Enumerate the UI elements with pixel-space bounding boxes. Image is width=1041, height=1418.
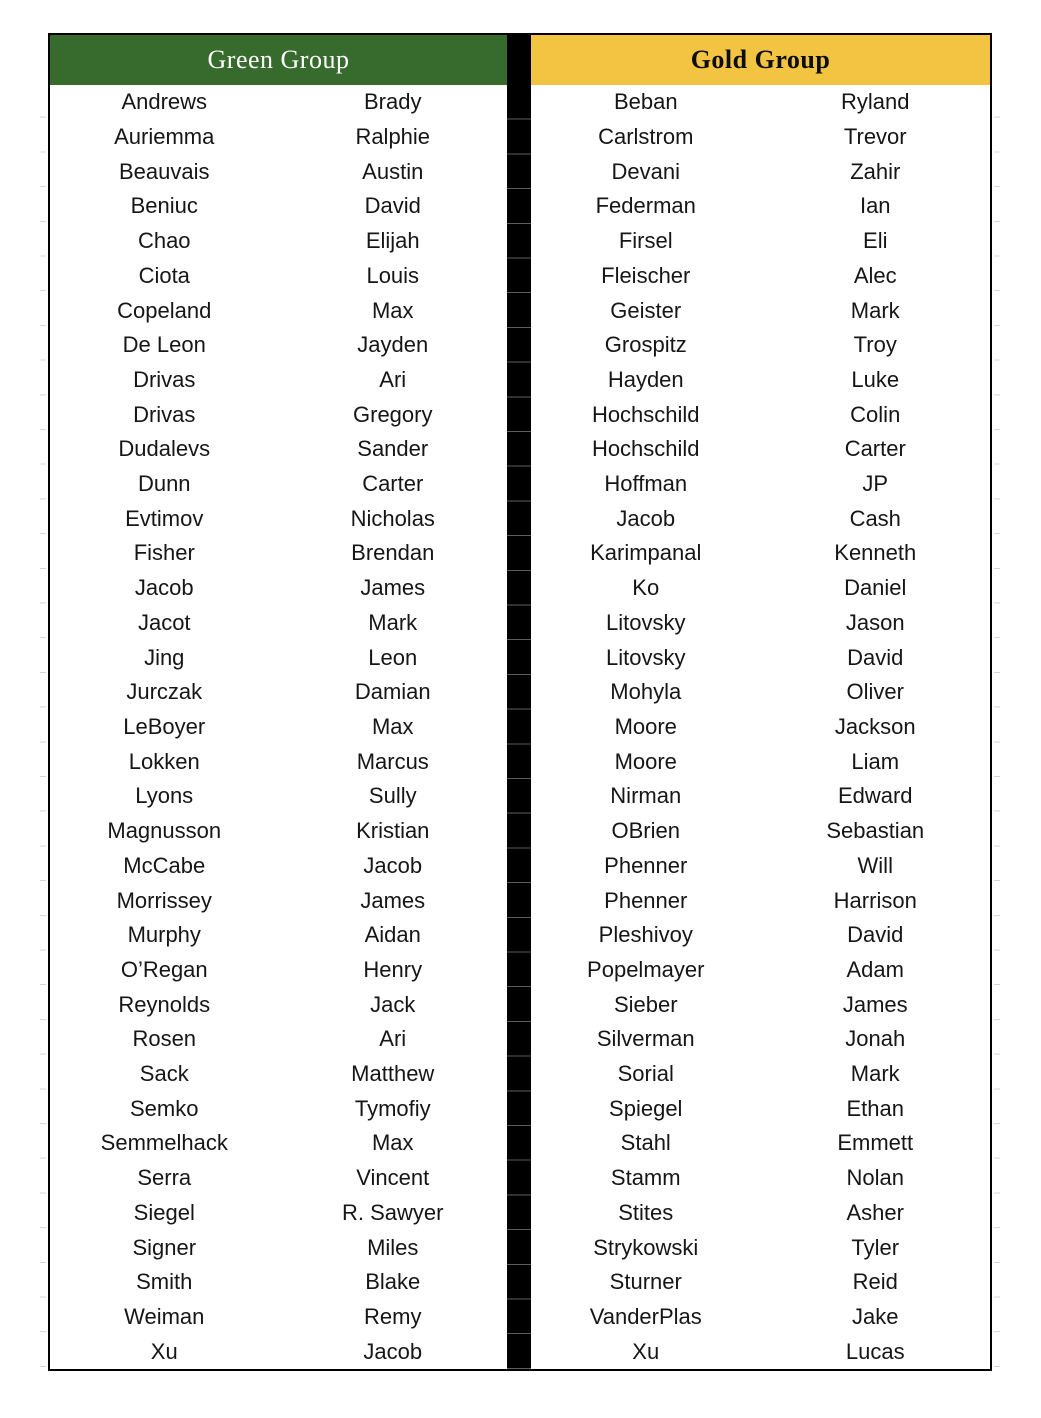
last-name-cell: Jacob xyxy=(134,575,194,601)
table-row xyxy=(50,814,507,849)
last-name-cell: Morrissey xyxy=(116,887,212,913)
last-name-cell: Fisher xyxy=(133,540,195,566)
table-row xyxy=(531,432,990,467)
table-row xyxy=(531,501,990,536)
table-row xyxy=(50,675,507,710)
last-name-cell: Hoffman xyxy=(604,471,688,497)
last-name-cell: Chao xyxy=(137,228,191,254)
table-row xyxy=(531,1057,990,1092)
last-name-cell: Dunn xyxy=(137,471,191,497)
last-name-cell: Jurczak xyxy=(126,679,203,705)
table-row xyxy=(50,1091,507,1126)
table-row xyxy=(531,1091,990,1126)
table-row xyxy=(50,432,507,467)
last-name-cell: Grospitz xyxy=(604,332,687,358)
first-name-cell: Daniel xyxy=(844,575,907,601)
last-name-cell: Xu xyxy=(632,1338,660,1364)
first-name-cell: Jacob xyxy=(363,1338,423,1364)
table-row xyxy=(531,883,990,918)
last-name-cell: Stites xyxy=(618,1199,674,1225)
first-name-cell: Austin xyxy=(362,158,424,184)
table-row xyxy=(50,224,507,259)
first-name-cell: Brady xyxy=(364,89,422,115)
last-name-cell: LeBoyer xyxy=(123,714,206,739)
last-name-cell: Dudalevs xyxy=(118,436,211,462)
first-name-cell: Carter xyxy=(362,471,424,497)
group-divider xyxy=(507,35,531,1369)
first-name-cell: Nicholas xyxy=(350,505,435,531)
first-name-cell: Jonah xyxy=(845,1026,906,1052)
first-name-cell: James xyxy=(842,991,908,1017)
table-row xyxy=(531,259,990,294)
table-row xyxy=(50,640,507,675)
table-row xyxy=(50,1126,507,1161)
last-name-cell: Andrews xyxy=(121,89,208,115)
table-row xyxy=(50,1057,507,1092)
first-name-cell: Emmett xyxy=(837,1130,914,1156)
first-name-cell: Sander xyxy=(357,436,429,462)
last-name-cell: Popelmayer xyxy=(587,956,705,982)
table-row xyxy=(50,744,507,779)
last-name-cell: Geister xyxy=(610,297,682,323)
first-name-cell: Ethan xyxy=(846,1095,904,1121)
first-name-cell: Sebastian xyxy=(826,818,925,844)
first-name-cell: Will xyxy=(857,852,893,878)
table-row xyxy=(50,710,507,745)
table-row xyxy=(531,467,990,502)
gold-group-panel xyxy=(531,35,990,1369)
last-name-cell: VanderPlas xyxy=(589,1303,702,1329)
first-name-cell: Tymofiy xyxy=(354,1095,431,1121)
first-name-cell: Gregory xyxy=(353,401,433,427)
first-name-cell: JP xyxy=(862,471,889,497)
table-row xyxy=(531,120,990,155)
last-name-cell: Hochschild xyxy=(591,436,700,462)
last-name-cell: O’Regan xyxy=(120,956,208,982)
table-row xyxy=(50,467,507,502)
table-row xyxy=(531,779,990,814)
table-row xyxy=(50,259,507,294)
table-row xyxy=(531,85,990,120)
first-name-cell: Ari xyxy=(379,366,407,392)
first-name-cell: Elijah xyxy=(365,228,420,254)
first-name-cell: Mark xyxy=(368,609,418,635)
last-name-cell: Nirman xyxy=(610,783,682,809)
table-row xyxy=(50,883,507,918)
table-row xyxy=(50,779,507,814)
table-row xyxy=(531,328,990,363)
last-name-cell: Beniuc xyxy=(130,193,198,219)
last-name-cell: Jing xyxy=(144,644,185,670)
last-name-cell: Siegel xyxy=(133,1199,195,1225)
last-name-cell: OBrien xyxy=(611,818,680,844)
first-name-cell: Lucas xyxy=(845,1338,905,1364)
table-row xyxy=(50,953,507,988)
last-name-cell: Litovsky xyxy=(606,644,686,670)
first-name-cell: Jason xyxy=(845,609,905,635)
table-row xyxy=(531,1126,990,1161)
table-row xyxy=(531,1196,990,1231)
last-name-cell: Lyons xyxy=(135,783,194,809)
last-name-cell: Pleshivoy xyxy=(598,922,693,948)
green-group-member-list xyxy=(50,85,507,1369)
green-group-panel xyxy=(50,35,507,1369)
table-row xyxy=(531,987,990,1022)
first-name-cell: Reid xyxy=(852,1269,898,1295)
last-name-cell: Silverman xyxy=(596,1026,695,1052)
last-name-cell: Semmelhack xyxy=(100,1130,228,1156)
roster-table xyxy=(48,33,992,1371)
table-row xyxy=(50,85,507,120)
table-row xyxy=(531,1300,990,1335)
table-row xyxy=(50,987,507,1022)
last-name-cell: Smith xyxy=(136,1269,193,1295)
first-name-cell: David xyxy=(847,922,904,948)
table-row xyxy=(531,154,990,189)
last-name-cell: Jacob xyxy=(616,505,676,531)
last-name-cell: Semko xyxy=(130,1095,199,1121)
table-row xyxy=(531,293,990,328)
last-name-cell: Strykowski xyxy=(593,1234,699,1260)
first-name-cell: Harrison xyxy=(833,887,917,913)
table-row xyxy=(50,536,507,571)
first-name-cell: Jack xyxy=(370,991,416,1017)
first-name-cell: Zahir xyxy=(850,158,901,184)
first-name-cell: Tyler xyxy=(851,1234,900,1260)
first-name-cell: Remy xyxy=(364,1303,422,1329)
table-row xyxy=(50,328,507,363)
last-name-cell: Sorial xyxy=(617,1061,674,1087)
first-name-cell: Henry xyxy=(363,956,423,982)
last-name-cell: Litovsky xyxy=(606,609,686,635)
table-row xyxy=(531,571,990,606)
table-row xyxy=(50,1334,507,1369)
gold-group-member-list xyxy=(531,85,990,1369)
last-name-cell: McCabe xyxy=(123,852,206,878)
last-name-cell: Sack xyxy=(139,1061,189,1087)
table-row xyxy=(50,1265,507,1300)
table-row xyxy=(531,918,990,953)
last-name-cell: Spiegel xyxy=(609,1095,683,1121)
gold-group-header: Gold Group xyxy=(531,35,990,85)
table-row xyxy=(50,501,507,536)
table-row xyxy=(531,536,990,571)
last-name-cell: Auriemma xyxy=(114,124,215,150)
table-row xyxy=(50,571,507,606)
table-row xyxy=(50,1300,507,1335)
table-row xyxy=(50,1022,507,1057)
last-name-cell: Carlstrom xyxy=(598,124,694,150)
last-name-cell: Stahl xyxy=(620,1130,671,1156)
first-name-cell: Brendan xyxy=(351,540,435,566)
table-row xyxy=(50,1230,507,1265)
first-name-cell: Aidan xyxy=(364,922,421,948)
last-name-cell: Drivas xyxy=(133,401,196,427)
last-name-cell: Lokken xyxy=(128,748,200,774)
last-name-cell: Moore xyxy=(614,714,677,739)
first-name-cell: Jacob xyxy=(363,852,423,878)
first-name-cell: Carter xyxy=(844,436,906,462)
last-name-cell: Jacot xyxy=(137,609,191,635)
first-name-cell: Luke xyxy=(851,366,900,392)
first-name-cell: Marcus xyxy=(356,748,429,774)
table-row xyxy=(531,397,990,432)
first-name-cell: Jackson xyxy=(834,714,916,739)
first-name-cell: Asher xyxy=(846,1199,904,1225)
last-name-cell: Federman xyxy=(595,193,696,219)
last-name-cell: Mohyla xyxy=(610,679,682,705)
last-name-cell: De Leon xyxy=(122,332,206,358)
first-name-cell: Max xyxy=(371,1130,414,1156)
first-name-cell: Max xyxy=(371,297,414,323)
first-name-cell: Blake xyxy=(365,1269,421,1295)
first-name-cell: Mark xyxy=(850,1061,900,1087)
table-row xyxy=(50,848,507,883)
first-name-cell: Jake xyxy=(852,1303,899,1329)
last-name-cell: Moore xyxy=(614,748,677,774)
table-row xyxy=(531,675,990,710)
first-name-cell: Jayden xyxy=(357,332,429,358)
table-row xyxy=(531,1022,990,1057)
last-name-cell: Beauvais xyxy=(118,158,210,184)
last-name-cell: Magnusson xyxy=(107,818,222,844)
first-name-cell: Alec xyxy=(853,262,897,288)
first-name-cell: David xyxy=(847,644,904,670)
last-name-cell: Ko xyxy=(632,575,660,601)
last-name-cell: Evtimov xyxy=(125,505,204,531)
last-name-cell: Rosen xyxy=(132,1026,197,1052)
last-name-cell: Sturner xyxy=(609,1269,682,1295)
first-name-cell: Matthew xyxy=(351,1061,435,1087)
table-row xyxy=(531,189,990,224)
first-name-cell: Edward xyxy=(837,783,913,809)
table-row xyxy=(50,363,507,398)
first-name-cell: Louis xyxy=(366,262,420,288)
first-name-cell: Ralphie xyxy=(355,124,431,150)
table-row xyxy=(50,1161,507,1196)
first-name-cell: Ryland xyxy=(841,89,910,115)
gridline-ticks-right xyxy=(994,83,1000,1367)
last-name-cell: Phenner xyxy=(604,852,688,878)
table-row xyxy=(50,918,507,953)
last-name-cell: Weiman xyxy=(124,1303,205,1329)
table-row xyxy=(50,1196,507,1231)
table-row xyxy=(50,189,507,224)
first-name-cell: Ari xyxy=(379,1026,407,1052)
last-name-cell: Ciota xyxy=(138,262,190,288)
last-name-cell: Signer xyxy=(132,1234,197,1260)
table-row xyxy=(531,848,990,883)
last-name-cell: Devani xyxy=(611,158,680,184)
last-name-cell: Serra xyxy=(137,1165,192,1191)
first-name-cell: Trevor xyxy=(843,124,907,150)
table-row xyxy=(531,1334,990,1369)
table-row xyxy=(531,1265,990,1300)
last-name-cell: Drivas xyxy=(133,366,196,392)
first-name-cell: Kenneth xyxy=(834,540,917,566)
table-row xyxy=(50,120,507,155)
table-row xyxy=(531,710,990,745)
table-row xyxy=(531,640,990,675)
table-row xyxy=(531,363,990,398)
first-name-cell: Max xyxy=(371,714,414,739)
last-name-cell: Sieber xyxy=(613,991,678,1017)
table-row xyxy=(50,397,507,432)
first-name-cell: Miles xyxy=(367,1234,419,1260)
last-name-cell: Hayden xyxy=(607,366,684,392)
last-name-cell: Firsel xyxy=(618,228,673,254)
first-name-cell: James xyxy=(360,887,426,913)
first-name-cell: Vincent xyxy=(356,1165,430,1191)
last-name-cell: Phenner xyxy=(604,887,688,913)
first-name-cell: Adam xyxy=(846,956,904,982)
first-name-cell: Nolan xyxy=(846,1165,904,1191)
table-row xyxy=(531,224,990,259)
first-name-cell: Troy xyxy=(853,332,897,358)
last-name-cell: Reynolds xyxy=(118,991,211,1017)
first-name-cell: Eli xyxy=(863,228,888,254)
first-name-cell: Liam xyxy=(851,748,900,774)
table-row xyxy=(531,1161,990,1196)
first-name-cell: David xyxy=(364,193,421,219)
table-row xyxy=(531,744,990,779)
last-name-cell: Murphy xyxy=(127,922,201,948)
green-group-header: Green Group xyxy=(50,35,507,85)
last-name-cell: Copeland xyxy=(117,297,212,323)
first-name-cell: James xyxy=(360,575,426,601)
last-name-cell: Karimpanal xyxy=(590,540,702,566)
first-name-cell: R. Sawyer xyxy=(342,1199,444,1225)
table-row xyxy=(531,953,990,988)
last-name-cell: Hochschild xyxy=(591,401,700,427)
first-name-cell: Oliver xyxy=(846,679,904,705)
table-row xyxy=(531,814,990,849)
table-row xyxy=(50,154,507,189)
last-name-cell: Xu xyxy=(150,1338,178,1364)
last-name-cell: Stamm xyxy=(610,1165,681,1191)
first-name-cell: Mark xyxy=(850,297,900,323)
table-row xyxy=(50,606,507,641)
first-name-cell: Ian xyxy=(859,193,891,219)
gridline-ticks-left xyxy=(40,83,46,1367)
last-name-cell: Beban xyxy=(613,89,678,115)
first-name-cell: Kristian xyxy=(356,818,430,844)
first-name-cell: Leon xyxy=(368,644,418,670)
table-row xyxy=(531,606,990,641)
first-name-cell: Damian xyxy=(354,679,431,705)
last-name-cell: Fleischer xyxy=(601,262,691,288)
first-name-cell: Sully xyxy=(368,783,417,809)
table-row xyxy=(531,1230,990,1265)
first-name-cell: Cash xyxy=(849,505,901,531)
table-row xyxy=(50,293,507,328)
first-name-cell: Colin xyxy=(850,401,901,427)
